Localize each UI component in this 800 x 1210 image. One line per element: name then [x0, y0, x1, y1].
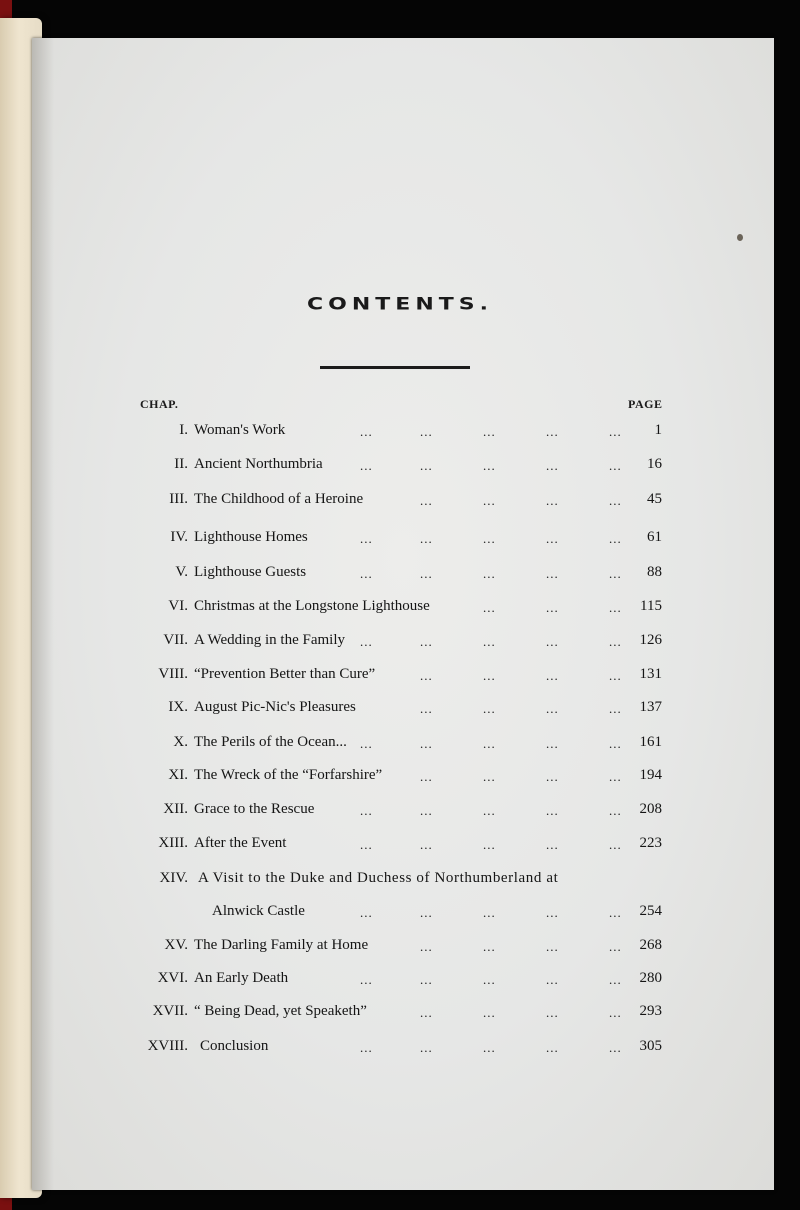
- chapter-title: A Visit to the Duke and Duchess of Northumberland at: [198, 870, 559, 886]
- dot-leader: ...: [546, 769, 559, 784]
- dot-leader: ...: [483, 736, 496, 751]
- dot-leader: ...: [420, 803, 433, 818]
- dot-leader: ...: [609, 939, 622, 954]
- chapter-title: After the Event: [194, 835, 287, 851]
- chapter-title: Ancient Northumbria: [194, 456, 323, 472]
- dot-leader: ...: [360, 531, 373, 546]
- toc-entry: [0, 801, 800, 823]
- dot-leader: ...: [546, 701, 559, 716]
- dot-leader: ...: [360, 634, 373, 649]
- dot-leader: ...: [483, 905, 496, 920]
- chapter-title: “Prevention Better than Cure”: [194, 666, 376, 682]
- dot-leader: ...: [360, 837, 373, 852]
- dot-leader: ...: [546, 736, 559, 751]
- chapter-number: XVIII.: [147, 1038, 188, 1054]
- dot-leader: ...: [483, 803, 496, 818]
- toc-entry: [0, 734, 800, 756]
- toc-entry: [0, 1038, 800, 1060]
- chapter-page: 223: [639, 835, 662, 851]
- chapter-title: Woman's Work: [194, 422, 286, 438]
- dot-leader: ...: [546, 972, 559, 987]
- chapter-number: VIII.: [158, 666, 188, 682]
- dot-leader: ...: [420, 566, 433, 581]
- toc-entry: [0, 666, 800, 688]
- dot-leader: ...: [609, 458, 622, 473]
- toc-entry: [0, 1003, 800, 1025]
- title-rule: [320, 366, 470, 369]
- dot-leader: ...: [420, 458, 433, 473]
- dot-leader: ...: [420, 905, 433, 920]
- toc-entry: [0, 598, 800, 620]
- chapter-title: Christmas at the Longstone Lighthouse: [194, 598, 430, 614]
- dot-leader: ...: [483, 424, 496, 439]
- chapter-number: V.: [175, 564, 188, 580]
- dot-leader: ...: [420, 424, 433, 439]
- chapter-number: XI.: [168, 767, 188, 783]
- dot-leader: ...: [360, 458, 373, 473]
- toc-entry: [0, 937, 800, 959]
- dot-leader: ...: [483, 939, 496, 954]
- chapter-number: XVII.: [152, 1003, 188, 1019]
- dot-leader: ...: [420, 837, 433, 852]
- dot-leader: ...: [609, 668, 622, 683]
- dot-leader: ...: [609, 1005, 622, 1020]
- chapter-title: The Darling Family at Home: [194, 937, 369, 953]
- chapter-title: An Early Death: [194, 970, 289, 986]
- dot-leader: ...: [483, 1040, 496, 1055]
- chapter-page: 208: [639, 801, 662, 817]
- chapter-page: 280: [639, 970, 662, 986]
- dot-leader: ...: [609, 1040, 622, 1055]
- chapter-title: A Wedding in the Family: [194, 632, 346, 648]
- dot-leader: ...: [546, 458, 559, 473]
- dot-leader: ...: [360, 1040, 373, 1055]
- dot-leader: ...: [609, 566, 622, 581]
- chapter-page: 137: [639, 699, 662, 715]
- dot-leader: ...: [546, 634, 559, 649]
- chapter-number: XIII.: [158, 835, 188, 851]
- toc-entry: [0, 564, 800, 586]
- chapter-number: XII.: [163, 801, 188, 817]
- chapter-number: I.: [179, 422, 188, 438]
- chapter-column-header: CHAP.: [140, 397, 179, 411]
- dot-leader: ...: [546, 668, 559, 683]
- chapter-number: IX.: [168, 699, 188, 715]
- chapter-title: Grace to the Rescue: [194, 801, 315, 817]
- dot-leader: ...: [483, 493, 496, 508]
- toc-entry: [0, 529, 800, 551]
- chapter-number: VII.: [163, 632, 188, 648]
- chapter-number: XVI.: [157, 970, 188, 986]
- chapter-page: 161: [639, 734, 662, 750]
- dot-leader: ...: [420, 531, 433, 546]
- dot-leader: ...: [546, 531, 559, 546]
- dot-leader: ...: [420, 1040, 433, 1055]
- dot-leader: ...: [483, 458, 496, 473]
- page-title: CONTENTS.: [307, 294, 493, 315]
- dot-leader: ...: [483, 837, 496, 852]
- chapter-number: III.: [169, 491, 188, 507]
- toc-entry: [0, 422, 800, 444]
- toc-entry: [0, 870, 800, 892]
- toc-entry: [0, 491, 800, 513]
- dot-leader: ...: [420, 668, 433, 683]
- chapter-page: 194: [639, 767, 662, 783]
- chapter-number: XV.: [164, 937, 188, 953]
- dot-leader: ...: [420, 972, 433, 987]
- dot-leader: ...: [609, 493, 622, 508]
- chapter-number: X.: [173, 734, 188, 750]
- chapter-title: August Pic-Nic's Pleasures: [194, 699, 356, 715]
- paper-speck: [737, 234, 743, 241]
- toc-entry: [0, 632, 800, 654]
- chapter-title: The Childhood of a Heroine: [194, 491, 364, 507]
- toc-entry: [0, 835, 800, 857]
- chapter-title: Conclusion: [200, 1038, 269, 1054]
- chapter-title: Alnwick Castle: [212, 903, 305, 919]
- chapter-page: 254: [639, 903, 662, 919]
- dot-leader: ...: [546, 566, 559, 581]
- dot-leader: ...: [609, 736, 622, 751]
- chapter-title: “ Being Dead, yet Speaketh”: [194, 1003, 367, 1019]
- dot-leader: ...: [420, 939, 433, 954]
- chapter-number: II.: [174, 456, 188, 472]
- chapter-page: 115: [640, 598, 662, 614]
- dot-leader: ...: [546, 837, 559, 852]
- dot-leader: ...: [420, 769, 433, 784]
- page-column-header: PAGE: [628, 397, 663, 411]
- dot-leader: ...: [420, 1005, 433, 1020]
- dot-leader: ...: [420, 701, 433, 716]
- dot-leader: ...: [546, 803, 559, 818]
- dot-leader: ...: [546, 905, 559, 920]
- dot-leader: ...: [483, 668, 496, 683]
- toc-entry: [0, 767, 800, 789]
- dot-leader: ...: [546, 1040, 559, 1055]
- chapter-number: IV.: [170, 529, 188, 545]
- dot-leader: ...: [546, 939, 559, 954]
- chapter-page: 293: [639, 1003, 662, 1019]
- dot-leader: ...: [420, 493, 433, 508]
- dot-leader: ...: [609, 424, 622, 439]
- dot-leader: ...: [546, 493, 559, 508]
- chapter-page: 268: [639, 937, 662, 953]
- dot-leader: ...: [546, 1005, 559, 1020]
- dot-leader: ...: [609, 972, 622, 987]
- dot-leader: ...: [546, 600, 559, 615]
- dot-leader: ...: [420, 634, 433, 649]
- dot-leader: ...: [483, 600, 496, 615]
- dot-leader: ...: [483, 701, 496, 716]
- chapter-page: 1: [654, 422, 662, 438]
- chapter-number: VI.: [168, 598, 188, 614]
- chapter-title: Lighthouse Homes: [194, 529, 308, 545]
- chapter-title: The Perils of the Ocean...: [194, 734, 347, 750]
- dot-leader: ...: [609, 600, 622, 615]
- dot-leader: ...: [483, 972, 496, 987]
- dot-leader: ...: [609, 634, 622, 649]
- chapter-page: 61: [647, 529, 662, 545]
- dot-leader: ...: [420, 736, 433, 751]
- dot-leader: ...: [360, 736, 373, 751]
- dot-leader: ...: [483, 566, 496, 581]
- dot-leader: ...: [483, 634, 496, 649]
- chapter-page: 131: [639, 666, 662, 682]
- toc-entry-continuation: [0, 903, 800, 925]
- dot-leader: ...: [546, 424, 559, 439]
- dot-leader: ...: [609, 701, 622, 716]
- dot-leader: ...: [483, 1005, 496, 1020]
- dot-leader: ...: [483, 769, 496, 784]
- chapter-page: 45: [647, 491, 662, 507]
- dot-leader: ...: [609, 769, 622, 784]
- dot-leader: ...: [360, 566, 373, 581]
- dot-leader: ...: [609, 531, 622, 546]
- chapter-page: 16: [647, 456, 662, 472]
- toc-entry: [0, 456, 800, 478]
- dot-leader: ...: [360, 905, 373, 920]
- toc-entry: [0, 970, 800, 992]
- chapter-title: Lighthouse Guests: [194, 564, 307, 580]
- dot-leader: ...: [360, 424, 373, 439]
- chapter-number: XIV.: [159, 870, 188, 886]
- dot-leader: ...: [609, 803, 622, 818]
- toc-entry: [0, 699, 800, 721]
- chapter-title: The Wreck of the “Forfarshire”: [194, 767, 383, 783]
- chapter-page: 126: [639, 632, 662, 648]
- chapter-page: 88: [647, 564, 662, 580]
- dot-leader: ...: [483, 531, 496, 546]
- dot-leader: ...: [609, 837, 622, 852]
- dot-leader: ...: [360, 803, 373, 818]
- chapter-page: 305: [639, 1038, 662, 1054]
- dot-leader: ...: [360, 972, 373, 987]
- dot-leader: ...: [609, 905, 622, 920]
